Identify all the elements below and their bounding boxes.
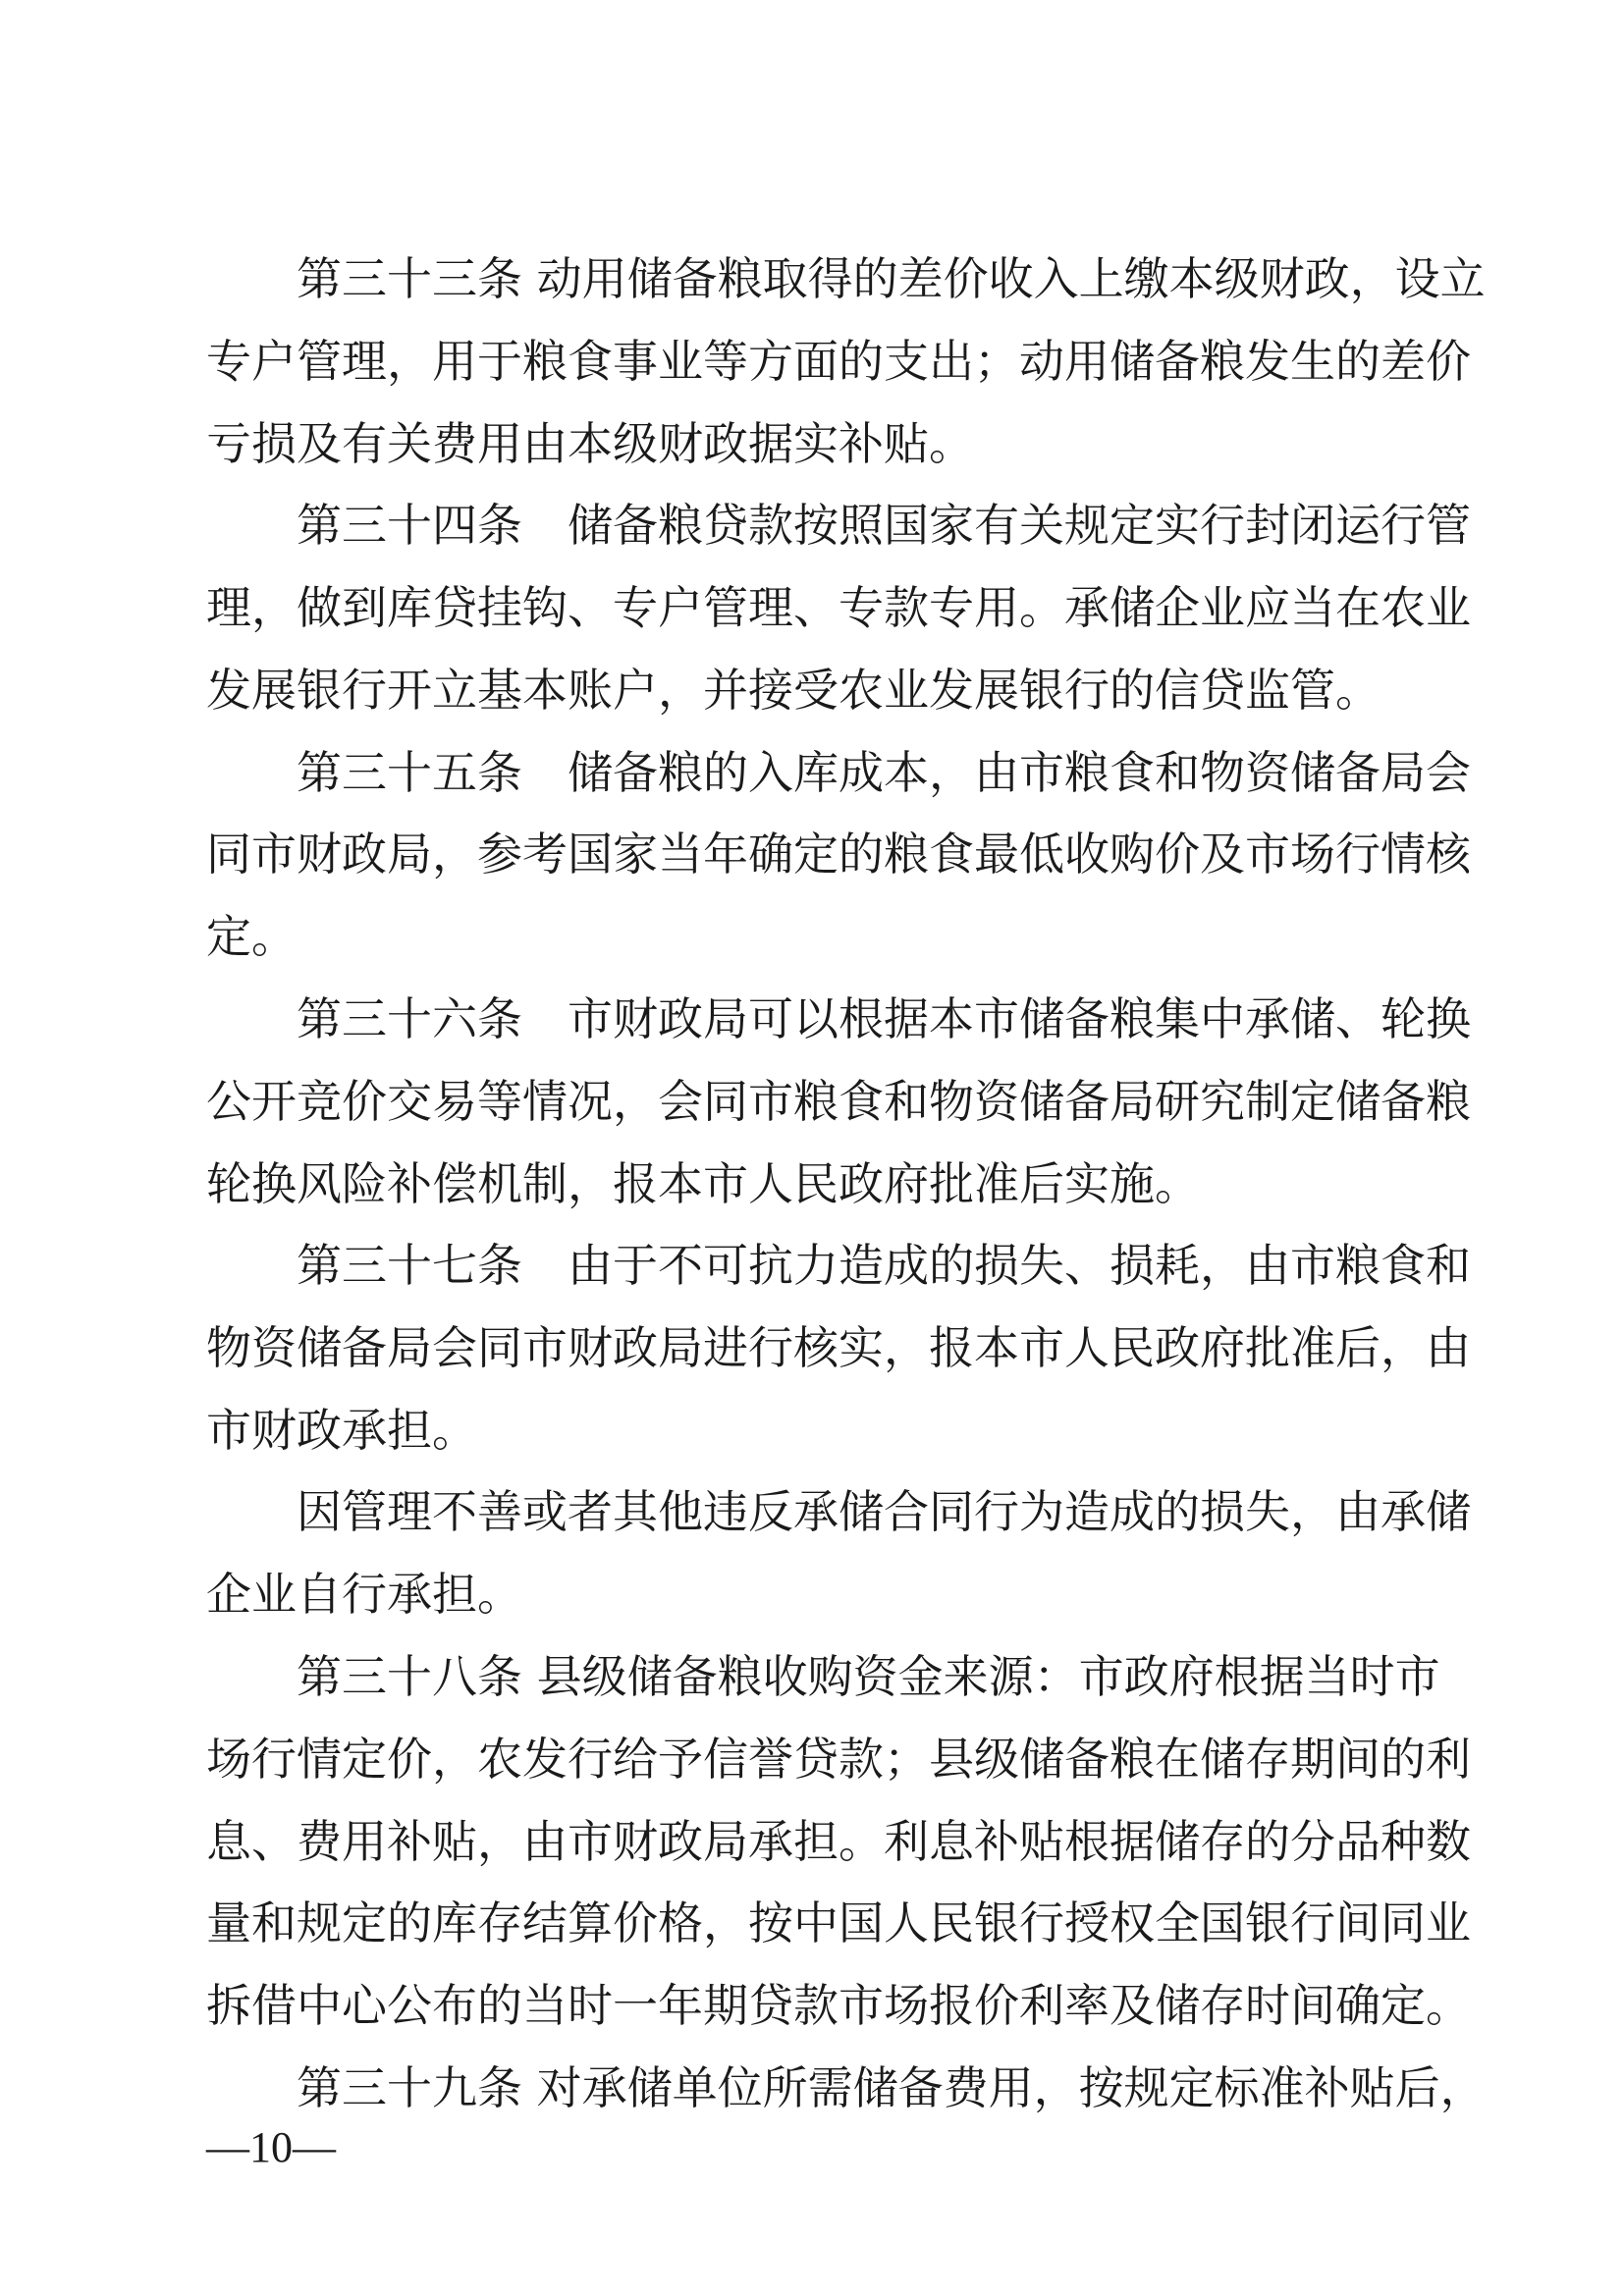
text-line: 轮换风险补偿机制，报本市人民政府批准后实施。	[206, 1157, 1200, 1210]
text-line: 息、费用补贴，由市财政局承担。利息补贴根据储存的分品种数	[206, 1815, 1471, 1868]
text-line: 同市财政局，参考国家当年确定的粮食最低收购价及市场行情核	[206, 828, 1471, 881]
text-line: 因管理不善或者其他违反承储合同行为造成的损失，由承储	[297, 1485, 1471, 1538]
text-line: 第三十五条 储备粮的入库成本，由市粮食和物资储备局会	[297, 746, 1471, 799]
text-line: 第三十三条 动用储备粮取得的差价收入上缴本级财政，设立	[297, 252, 1486, 305]
text-line: 公开竞价交易等情况，会同市粮食和物资储备局研究制定储备粮	[206, 1075, 1471, 1128]
text-line: 亏损及有关费用由本级财政据实补贴。	[206, 417, 974, 470]
text-line: 物资储备局会同市财政局进行核实，报本市人民政府批准后，由	[206, 1321, 1471, 1374]
text-line: 第三十九条 对承储单位所需储备费用，按规定标准补贴后，	[297, 2061, 1486, 2114]
text-line: 第三十八条 县级储备粮收购资金来源：市政府根据当时市	[297, 1650, 1440, 1703]
text-line: 市财政承担。	[206, 1404, 477, 1457]
text-line: 理，做到库贷挂钩、专户管理、专款专用。承储企业应当在农业	[206, 581, 1471, 634]
text-line: 第三十六条 市财政局可以根据本市储备粮集中承储、轮换	[297, 992, 1471, 1045]
text-line: 发展银行开立基本账户，并接受农业发展银行的信贷监管。	[206, 664, 1380, 717]
text-line: 第三十四条 储备粮贷款按照国家有关规定实行封闭运行管	[297, 499, 1471, 552]
text-line: 定。	[206, 910, 297, 963]
text-line: 拆借中心公布的当时一年期贷款市场报价利率及储存时间确定。	[206, 1979, 1471, 2032]
page-number: —10—	[206, 2123, 336, 2171]
text-line: 第三十七条 由于不可抗力造成的损失、损耗，由市粮食和	[297, 1239, 1471, 1292]
text-line: 场行情定价，农发行给予信誉贷款；县级储备粮在储存期间的利	[206, 1733, 1471, 1786]
text-line: 专户管理，用于粮食事业等方面的支出；动用储备粮发生的差价	[206, 335, 1471, 388]
text-line: 量和规定的库存结算价格，按中国人民银行授权全国银行间同业	[206, 1896, 1471, 1949]
text-line: 企业自行承担。	[206, 1568, 522, 1621]
